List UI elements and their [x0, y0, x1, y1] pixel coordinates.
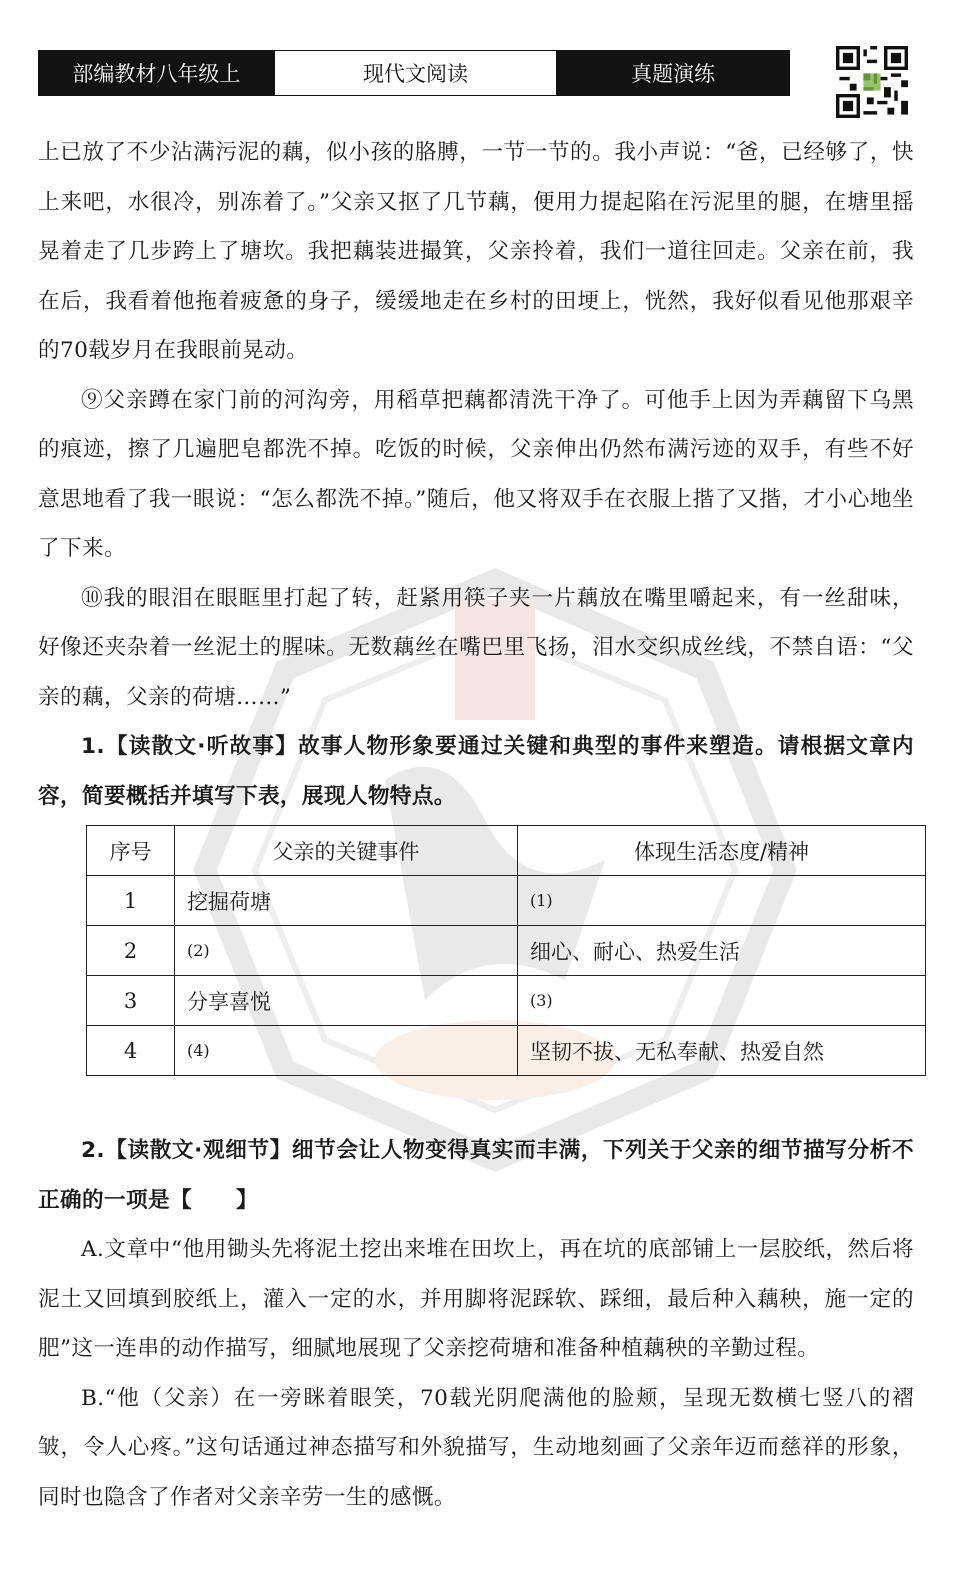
table-cell: 3 — [87, 976, 175, 1026]
answer-blank[interactable]: (3) — [518, 976, 926, 1026]
option-b[interactable]: B.“他（父亲）在一旁眯着眼笑，70载光阴爬满他的脸颊，呈现无数横七竖八的褶皱，令人心疼。”这句话通过神态描写和外貌描写，生动地刻画了父亲年迈而慈祥的形象，同时也隐含了作者对父亲辛劳一生的感慨。 — [38, 1385, 914, 1510]
table-header-row — [87, 826, 926, 876]
table-cell: 坚韧不拔、无私奉献、热爱自然 — [518, 1026, 926, 1076]
answer-table — [86, 825, 926, 1076]
table-cell: 细心、耐心、热爱生活 — [518, 926, 926, 976]
question-2: 2.【读散文·观细节】细节会让人物变得真实而丰满，下列关于父亲的细节描写分析不正确的一项是【 】 — [38, 1138, 914, 1213]
answer-blank[interactable]: (2) — [175, 926, 518, 976]
header-section: 现代文阅读 — [274, 51, 558, 95]
table-row — [87, 926, 926, 976]
table-cell: 分享喜悦 — [175, 976, 518, 1026]
table-header: 序号 — [87, 826, 175, 876]
passage-paragraph-10: ⑩我的眼泪在眼眶里打起了转，赶紧用筷子夹一片藕放在嘴里嚼起来，有一丝甜味，好像还夹杂着一丝泥土的腥味。无数藕丝在嘴巴里飞扬，泪水交织成丝线，不禁自语：“父亲的藕，父亲的荷塘……” — [38, 585, 914, 710]
passage-paragraph-8: 上已放了不少沾满污泥的藕，似小孩的胳膊，一节一节的。我小声说：“爸，已经够了，快上来吧，水很冷，别冻着了。”父亲又抠了几节藕，便用力提起陷在污泥里的腿，在塘里摇晃着走了几步跨上了塘坎。我把藕装进撮箕，父亲拎着，我们一道往回走。父亲在前，我在后，我看着他拖着疲惫的身子，缓缓地走在乡村的田埂上，恍然，我好似看见他那艰辛的70载岁月在我眼前晃动。 — [38, 140, 914, 363]
header-textbook: 部编教材八年级上 — [39, 51, 274, 95]
option-a[interactable]: A.文章中“他用锄头先将泥土挖出来堆在田坎上，再在坑的底部铺上一层胶纸，然后将泥土又回填到胶纸上，灌入一定的水，并用脚将泥踩软、踩细，最后种入藕秧，施一定的肥”这一连串的动作描写，细腻地展现了父亲挖荷塘和准备种植藕秧的辛勤过程。 — [38, 1237, 914, 1361]
question-1: 1.【读散文·听故事】故事人物形象要通过关键和典型的事件来塑造。请根据文章内容，简要概括并填写下表，展现人物特点。 — [38, 734, 914, 809]
header-practice: 真题演练 — [557, 51, 789, 95]
header-bar — [38, 50, 790, 96]
answer-blank[interactable]: (1) — [518, 876, 926, 926]
table-cell: 挖掘荷塘 — [175, 876, 518, 926]
qr-code-icon — [836, 46, 908, 118]
table-cell: 1 — [87, 876, 175, 926]
table-cell: 4 — [87, 1026, 175, 1076]
table-row — [87, 876, 926, 926]
table-row — [87, 976, 926, 1026]
passage-paragraph-9: ⑨父亲蹲在家门前的河沟旁，用稻草把藕都清洗干净了。可他手上因为弄藕留下乌黑的痕迹，擦了几遍肥皂都洗不掉。吃饭的时候，父亲伸出仍然布满污迹的双手，有些不好意思地看了我一眼说：“怎么都洗不掉。”随后，他又将双手在衣服上揩了又揩，才小心地坐了下来。 — [38, 387, 914, 561]
table-cell: 2 — [87, 926, 175, 976]
table-header: 体现生活态度/精神 — [518, 826, 926, 876]
answer-blank[interactable]: (4) — [175, 1026, 518, 1076]
table-header: 父亲的关键事件 — [175, 826, 518, 876]
table-row — [87, 1026, 926, 1076]
document-body — [38, 128, 914, 1522]
